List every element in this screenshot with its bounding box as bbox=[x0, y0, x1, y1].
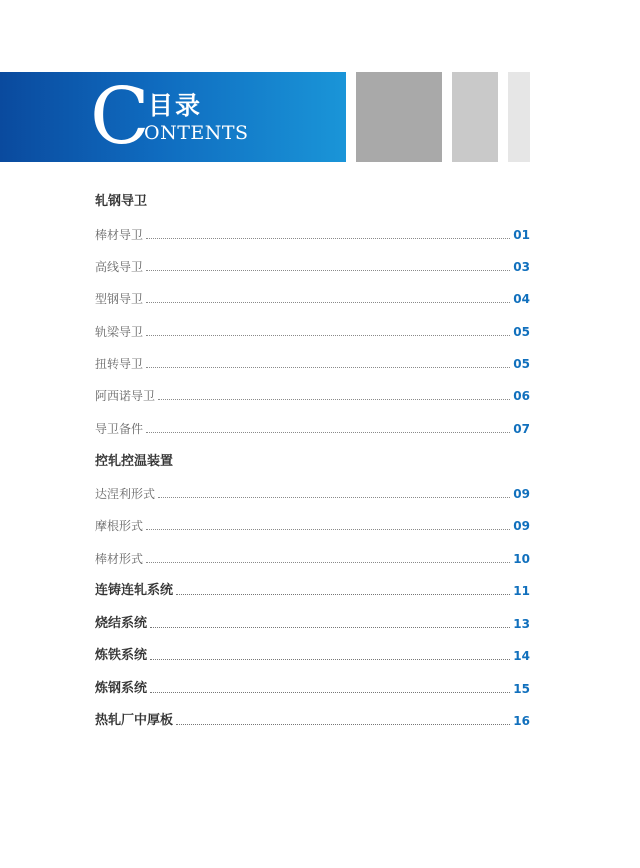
leader-dots bbox=[176, 594, 510, 595]
leader-dots bbox=[146, 302, 510, 303]
toc-entry-page: 03 bbox=[513, 260, 530, 274]
toc-entry[interactable] bbox=[95, 223, 530, 243]
toc-entry-label: 扭转导卫 bbox=[95, 357, 144, 371]
toc-entry-label: 炼铁系统 bbox=[95, 648, 148, 663]
toc-entry[interactable] bbox=[95, 255, 530, 275]
decor-block-large bbox=[356, 72, 442, 162]
leader-dots bbox=[150, 627, 510, 628]
toc-entry-page: 09 bbox=[513, 519, 530, 533]
toc-entry[interactable] bbox=[95, 547, 530, 567]
toc-entry[interactable] bbox=[95, 384, 530, 404]
toc-entry-label: 导卫备件 bbox=[95, 422, 144, 436]
toc-entry-label: 棒材导卫 bbox=[95, 228, 144, 242]
toc-entry-label: 棒材形式 bbox=[95, 552, 144, 566]
toc-major-entry[interactable] bbox=[95, 709, 530, 729]
toc-entry-page: 04 bbox=[513, 292, 530, 306]
toc-entry[interactable] bbox=[95, 417, 530, 437]
toc-entry-page: 07 bbox=[513, 422, 530, 436]
section-heading: 轧钢导卫 bbox=[95, 194, 148, 209]
decor-block-small bbox=[508, 72, 530, 162]
leader-dots bbox=[158, 399, 510, 400]
leader-dots bbox=[146, 529, 510, 530]
toc-major-entry[interactable] bbox=[95, 644, 530, 664]
toc-entry-page: 11 bbox=[513, 584, 530, 598]
leader-dots bbox=[176, 724, 510, 725]
toc-entry-label: 摩根形式 bbox=[95, 519, 144, 533]
toc-entry[interactable] bbox=[95, 482, 530, 502]
toc-entry-label: 阿西诺导卫 bbox=[95, 389, 156, 403]
decor-block-medium bbox=[452, 72, 498, 162]
toc-entry[interactable] bbox=[95, 514, 530, 534]
toc-entry[interactable] bbox=[95, 352, 530, 372]
toc-entry-page: 09 bbox=[513, 487, 530, 501]
page-title-cn: 目录 bbox=[148, 91, 203, 120]
section-heading: 控轧控温装置 bbox=[95, 454, 174, 469]
toc-entry-page: 16 bbox=[513, 714, 530, 728]
leader-dots bbox=[146, 562, 510, 563]
page-title-en: ONTENTS bbox=[144, 122, 249, 144]
toc-entry-label: 炼钢系统 bbox=[95, 681, 148, 696]
toc-entry-page: 10 bbox=[513, 552, 530, 566]
toc-entry-page: 05 bbox=[513, 357, 530, 371]
toc-entry[interactable] bbox=[95, 287, 530, 307]
leader-dots bbox=[146, 270, 510, 271]
toc-entry[interactable] bbox=[95, 320, 530, 340]
contents-initial-letter: C bbox=[90, 72, 150, 162]
toc-entry-label: 轨梁导卫 bbox=[95, 325, 144, 339]
leader-dots bbox=[146, 432, 510, 433]
toc-entry-label: 达涅利形式 bbox=[95, 487, 156, 501]
toc-entry-label: 热轧厂中厚板 bbox=[95, 713, 174, 728]
toc-entry-page: 06 bbox=[513, 389, 530, 403]
toc-entry-page: 15 bbox=[513, 682, 530, 696]
toc-entry-page: 01 bbox=[513, 228, 530, 242]
toc-entry-label: 连铸连轧系统 bbox=[95, 583, 174, 598]
toc-entry-label: 烧结系统 bbox=[95, 616, 148, 631]
leader-dots bbox=[146, 367, 510, 368]
toc-entry-page: 14 bbox=[513, 649, 530, 663]
toc-entry-label: 型钢导卫 bbox=[95, 292, 144, 306]
toc-major-entry[interactable] bbox=[95, 579, 530, 599]
leader-dots bbox=[150, 692, 510, 693]
toc-major-entry[interactable] bbox=[95, 677, 530, 697]
toc-entry-label: 高线导卫 bbox=[95, 260, 144, 274]
leader-dots bbox=[146, 238, 510, 239]
leader-dots bbox=[158, 497, 510, 498]
leader-dots bbox=[150, 659, 510, 660]
leader-dots bbox=[146, 335, 510, 336]
toc-entry-page: 13 bbox=[513, 617, 530, 631]
toc-entry-page: 05 bbox=[513, 325, 530, 339]
toc-major-entry[interactable] bbox=[95, 612, 530, 632]
